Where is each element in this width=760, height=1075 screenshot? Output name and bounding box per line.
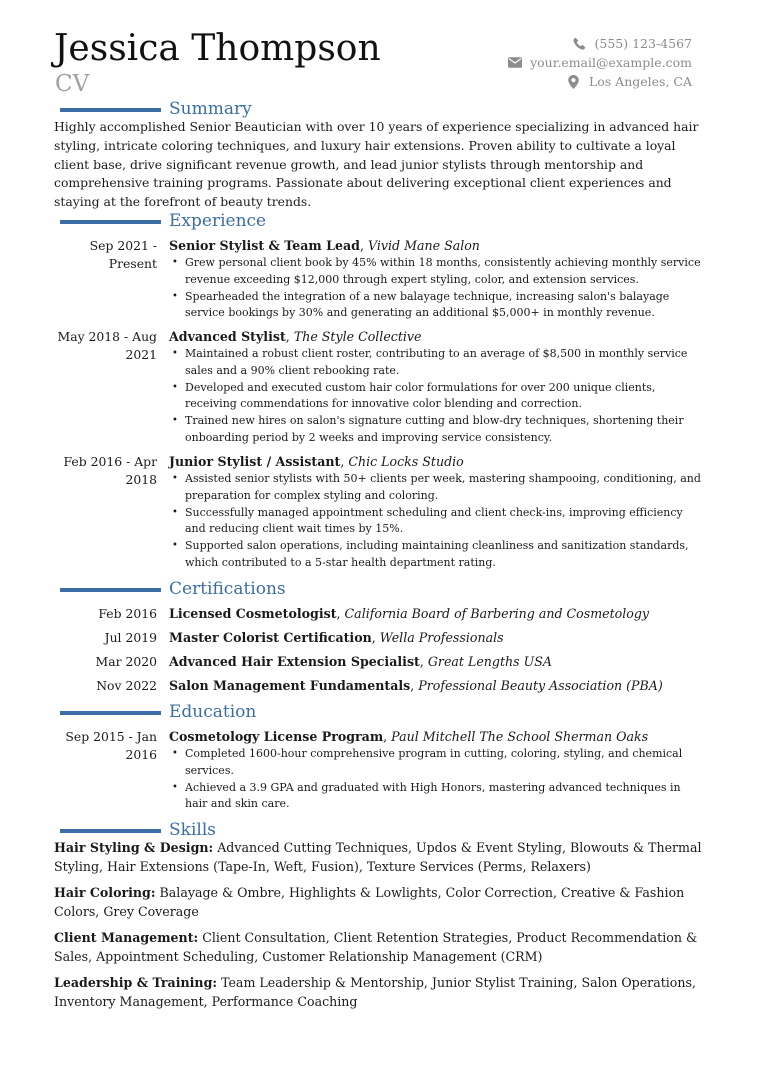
- job-title: Advanced Stylist: [169, 329, 286, 344]
- list-item: • Assisted senior stylists with 50+ clients per week, mastering shampooing, conditioning, and preparation for complex styling and coloring.: [169, 471, 704, 505]
- list-item: • Grew personal client book by 45% within 18 months, consistently achieving monthly service revenue exceeding $12,000 through expert styling, color, and extension services.: [169, 255, 704, 289]
- bullet-list: [169, 471, 704, 572]
- entry-heading: Cosmetology License Program, Paul Mitchell The School Sherman Oaks: [169, 729, 649, 744]
- section-title: Experience: [169, 211, 267, 231]
- summary-section: [0, 98, 760, 120]
- entry-date: Sep 2021 - Present: [89, 238, 157, 271]
- education-section: [0, 701, 760, 723]
- skill-text: Balayage & Ombre, Highlights & Lowlights, Color Correction, Creative & Fashion Colors, Grey Coverage: [54, 885, 685, 919]
- phone-icon: [572, 37, 588, 51]
- bullet-list: [169, 255, 704, 322]
- cert-date: Nov 2022: [96, 678, 157, 693]
- email-text: your.email@example.com: [530, 55, 692, 70]
- cert-date: Jul 2019: [104, 630, 157, 645]
- entry-heading: Senior Stylist & Team Lead, Vivid Mane Salon: [169, 238, 480, 253]
- contact-block: [392, 34, 692, 91]
- certifications-section: [0, 578, 760, 600]
- cert-title: Salon Management Fundamentals: [169, 678, 411, 693]
- section-rule: [60, 220, 161, 224]
- list-item: • Achieved a 3.9 GPA and graduated with High Honors, mastering advanced techniques in hair and skin care.: [169, 780, 704, 814]
- skill-text: Team Leadership & Mentorship, Junior Stylist Training, Salon Operations, Inventory Management, Performance Coaching: [54, 975, 696, 1009]
- list-item: • Spearheaded the integration of a new balayage technique, increasing salon's balayage service bookings by 30% and generating an additional $5,000+ in monthly revenue.: [169, 289, 704, 323]
- cert-heading: Salon Management Fundamentals, Professional Beauty Association (PBA): [169, 678, 663, 693]
- cert-issuer: Great Lengths USA: [427, 654, 552, 669]
- bullet-list: [169, 346, 704, 447]
- contact-location: [392, 72, 692, 91]
- cert-heading: Licensed Cosmetologist, California Board of Barbering and Cosmetology: [169, 606, 650, 621]
- entry-date: May 2018 - Aug 2021: [57, 329, 157, 362]
- experience-section: [0, 210, 760, 232]
- skill-text: Advanced Cutting Techniques, Updos & Event Styling, Blowouts & Thermal Styling, Hair Extensions (Tape-In, Weft, Fusion), Texture Services (Perms, Relaxers): [54, 840, 702, 874]
- section-rule: [60, 829, 161, 833]
- employer: Chic Locks Studio: [348, 454, 464, 469]
- skill-group: [54, 929, 706, 966]
- cert-date: Mar 2020: [95, 654, 157, 669]
- list-item: • Developed and executed custom hair color formulations for over 200 unique clients, receiving commendations for innovative color blending and correction.: [169, 380, 704, 414]
- list-item: • Completed 1600-hour comprehensive program in cutting, coloring, styling, and chemical services.: [169, 746, 704, 780]
- section-title: Certifications: [169, 579, 286, 599]
- bullet-list: [169, 746, 704, 813]
- skill-text: Client Consultation, Client Retention Strategies, Product Recommendation & Sales, Appointment Scheduling, Customer Relationship Management (CRM): [54, 930, 698, 964]
- entry-date: Sep 2015 - Jan 2016: [65, 729, 157, 762]
- list-item: • Maintained a robust client roster, contributing to an average of $8,500 in monthly service sales and a 90% client rebooking rate.: [169, 346, 704, 380]
- contact-email[interactable]: [392, 53, 692, 72]
- job-title: Junior Stylist / Assistant: [169, 454, 341, 469]
- section-rule: [60, 108, 161, 112]
- skill-label: Client Management:: [54, 930, 199, 945]
- skill-label: Leadership & Training:: [54, 975, 218, 990]
- summary-text: Highly accomplished Senior Beautician with over 10 years of experience specializing in advanced hair styling, intricate coloring techniques, and luxury hair extensions. Proven ability to cultivate a loyal client base, drive significant revenue growth, and lead junior stylists through mentorship and comprehensive training programs. Passionate about delivering exceptional client experiences and staying at the forefront of beauty trends.: [54, 119, 699, 210]
- email-icon: [507, 56, 523, 70]
- cert-heading: Master Colorist Certification, Wella Professionals: [169, 630, 504, 645]
- cert-title: Advanced Hair Extension Specialist: [169, 654, 420, 669]
- entry-heading: Advanced Stylist, The Style Collective: [169, 329, 422, 344]
- list-item: • Supported salon operations, including maintaining cleanliness and sanitization standards, which contributed to a 5-star health department rating.: [169, 538, 704, 572]
- list-item: • Successfully managed appointment scheduling and client check-ins, improving efficiency and reducing client wait times by 15%.: [169, 505, 704, 539]
- program-title: Cosmetology License Program: [169, 729, 384, 744]
- certification-row: [0, 677, 760, 695]
- school: Paul Mitchell The School Sherman Oaks: [391, 729, 649, 744]
- section-rule: [60, 711, 161, 715]
- person-name: Jessica Thompson: [54, 28, 381, 69]
- skill-label: Hair Coloring:: [54, 885, 156, 900]
- section-title: Summary: [169, 99, 252, 119]
- section-title: Skills: [169, 820, 216, 840]
- certification-row: [0, 653, 760, 671]
- contact-phone[interactable]: [392, 34, 692, 53]
- skill-label: Hair Styling & Design:: [54, 840, 214, 855]
- skills-section: [0, 819, 760, 841]
- entry-heading: Junior Stylist / Assistant, Chic Locks Studio: [169, 454, 464, 469]
- cert-title: Master Colorist Certification: [169, 630, 372, 645]
- location-text: Los Angeles, CA: [588, 74, 692, 89]
- employer: The Style Collective: [293, 329, 422, 344]
- phone-text: (555) 123-4567: [594, 36, 692, 51]
- skill-group: [54, 884, 706, 921]
- entry-date: Feb 2016 - Apr 2018: [63, 454, 157, 487]
- cert-heading: Advanced Hair Extension Specialist, Great Lengths USA: [169, 654, 552, 669]
- employer: Vivid Mane Salon: [367, 238, 480, 253]
- cert-issuer: Wella Professionals: [379, 630, 504, 645]
- certification-row: [0, 629, 760, 647]
- job-title: Senior Stylist & Team Lead: [169, 238, 360, 253]
- list-item: • Trained new hires on salon's signature cutting and blow-dry techniques, shortening their onboarding period by 2 weeks and improving service consistency.: [169, 413, 704, 447]
- location-icon: [566, 75, 582, 89]
- section-rule: [60, 588, 161, 592]
- certification-row: [0, 605, 760, 623]
- cert-date: Feb 2016: [98, 606, 157, 621]
- cert-issuer: Professional Beauty Association (PBA): [418, 678, 663, 693]
- skill-group: [54, 974, 706, 1011]
- cert-title: Licensed Cosmetologist: [169, 606, 337, 621]
- cert-issuer: California Board of Barbering and Cosmetology: [344, 606, 650, 621]
- document-subtitle: CV: [55, 71, 90, 97]
- skill-group: [54, 839, 706, 876]
- section-title: Education: [169, 702, 257, 722]
